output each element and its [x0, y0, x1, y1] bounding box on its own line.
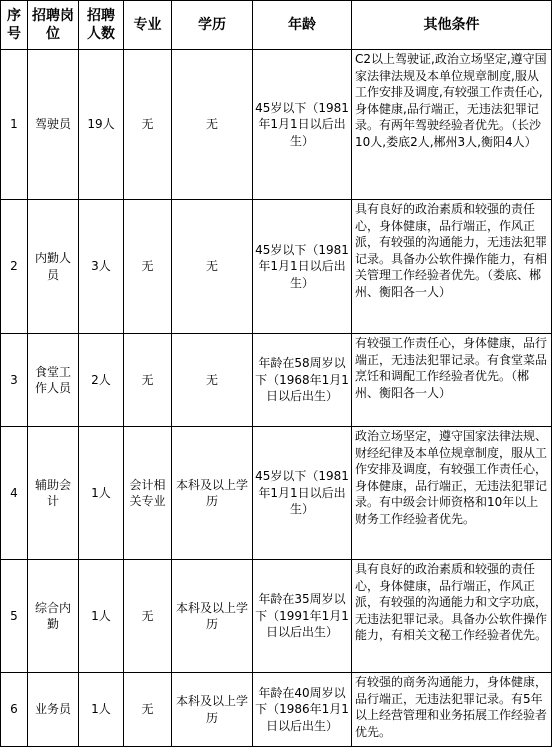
cell-count: 1人: [79, 427, 124, 560]
cell-position: 综合内勤: [28, 560, 79, 673]
cell-position: 辅助会计: [28, 427, 79, 560]
header-major: 专业: [124, 1, 172, 50]
cell-major: 会计相关专业: [124, 427, 172, 560]
cell-education: 本科及以上学历: [172, 560, 253, 673]
cell-count: 3人: [79, 200, 124, 334]
cell-other: 有较强工作责任心，身体健康，品行端正，无违法犯罪记录。有食堂菜品烹饪和调配工作经验者优先。（郴州、衡阳各一人）: [352, 334, 552, 427]
cell-major: 无: [124, 560, 172, 673]
cell-age: 45岁以下（1981年1月1日以后出生）: [253, 427, 352, 560]
cell-education: 无: [172, 50, 253, 200]
cell-seq: 2: [1, 200, 28, 334]
header-row: [1, 1, 552, 50]
cell-position: 内勤人员: [28, 200, 79, 334]
header-other: 其他条件: [352, 1, 552, 50]
cell-other: C2以上驾驶证,政治立场坚定,遵守国家法律法规及本单位规章制度,服从工作安排及调度,有较强工作责任心,身体健康,品行端正，无违法犯罪记录。有两年驾驶经验者优先。（长沙10人,娄底2人,郴州3人,衡阳4人）: [352, 50, 552, 200]
cell-seq: 5: [1, 560, 28, 673]
cell-other: 具有良好的政治素质和较强的责任心，身体健康，品行端正，作风正派，有较强的沟通能力，无违法犯罪记录。具备办公软件操作能力，有相关管理工作经验者优先。（娄底、郴州、衡阳各一人）: [352, 200, 552, 334]
cell-seq: 6: [1, 673, 28, 747]
cell-count: 1人: [79, 560, 124, 673]
header-age: 年龄: [253, 1, 352, 50]
cell-age: 45岁以下（1981年1月1日以后出生）: [253, 50, 352, 200]
table-row: [1, 50, 552, 200]
cell-education: 无: [172, 334, 253, 427]
cell-age: 年龄在40周岁以下（1986年1月1日以后出生）: [253, 673, 352, 747]
cell-other: 政治立场坚定，遵守国家法律法规、财经纪律及本单位规章制度，服从工作安排及调度，有较强工作责任心，身体健康，品行端正，无违法犯罪记录。有中级会计师资格和10年以上财务工作经验者优先。: [352, 427, 552, 560]
header-seq: 序号: [1, 1, 28, 50]
cell-age: 年龄在35周岁以下（1991年1月1日以后出生）: [253, 560, 352, 673]
cell-position: 业务员: [28, 673, 79, 747]
cell-education: 本科及以上学历: [172, 673, 253, 747]
cell-position: 食堂工作人员: [28, 334, 79, 427]
cell-education: 无: [172, 200, 253, 334]
cell-major: 无: [124, 200, 172, 334]
table-row: [1, 334, 552, 427]
header-education: 学历: [172, 1, 253, 50]
table-row: [1, 200, 552, 334]
cell-age: 45岁以下（1981年1月1日以后出生）: [253, 200, 352, 334]
cell-age: 年龄在58周岁以下（1968年1月1日以后出生）: [253, 334, 352, 427]
cell-seq: 3: [1, 334, 28, 427]
header-position: 招聘岗位: [28, 1, 79, 50]
cell-count: 2人: [79, 334, 124, 427]
cell-education: 本科及以上学历: [172, 427, 253, 560]
cell-major: 无: [124, 50, 172, 200]
cell-major: 无: [124, 334, 172, 427]
header-count: 招聘人数: [79, 1, 124, 50]
cell-other: 有较强的商务沟通能力，身体健康，品行端正，无违法犯罪记录。有5年以上经营管理和业务拓展工作经验者优先。: [352, 673, 552, 747]
table-row: [1, 673, 552, 747]
cell-seq: 1: [1, 50, 28, 200]
cell-count: 1人: [79, 673, 124, 747]
table-row: [1, 427, 552, 560]
cell-other: 具有良好的政治素质和较强的责任心，身体健康，品行端正，作风正派，有较强的沟通能力和文字功底，无违法犯罪记录。具备办公软件操作能力，有相关文秘工作经验者优先。: [352, 560, 552, 673]
cell-position: 驾驶员: [28, 50, 79, 200]
cell-seq: 4: [1, 427, 28, 560]
cell-major: 无: [124, 673, 172, 747]
table-row: [1, 560, 552, 673]
cell-count: 19人: [79, 50, 124, 200]
